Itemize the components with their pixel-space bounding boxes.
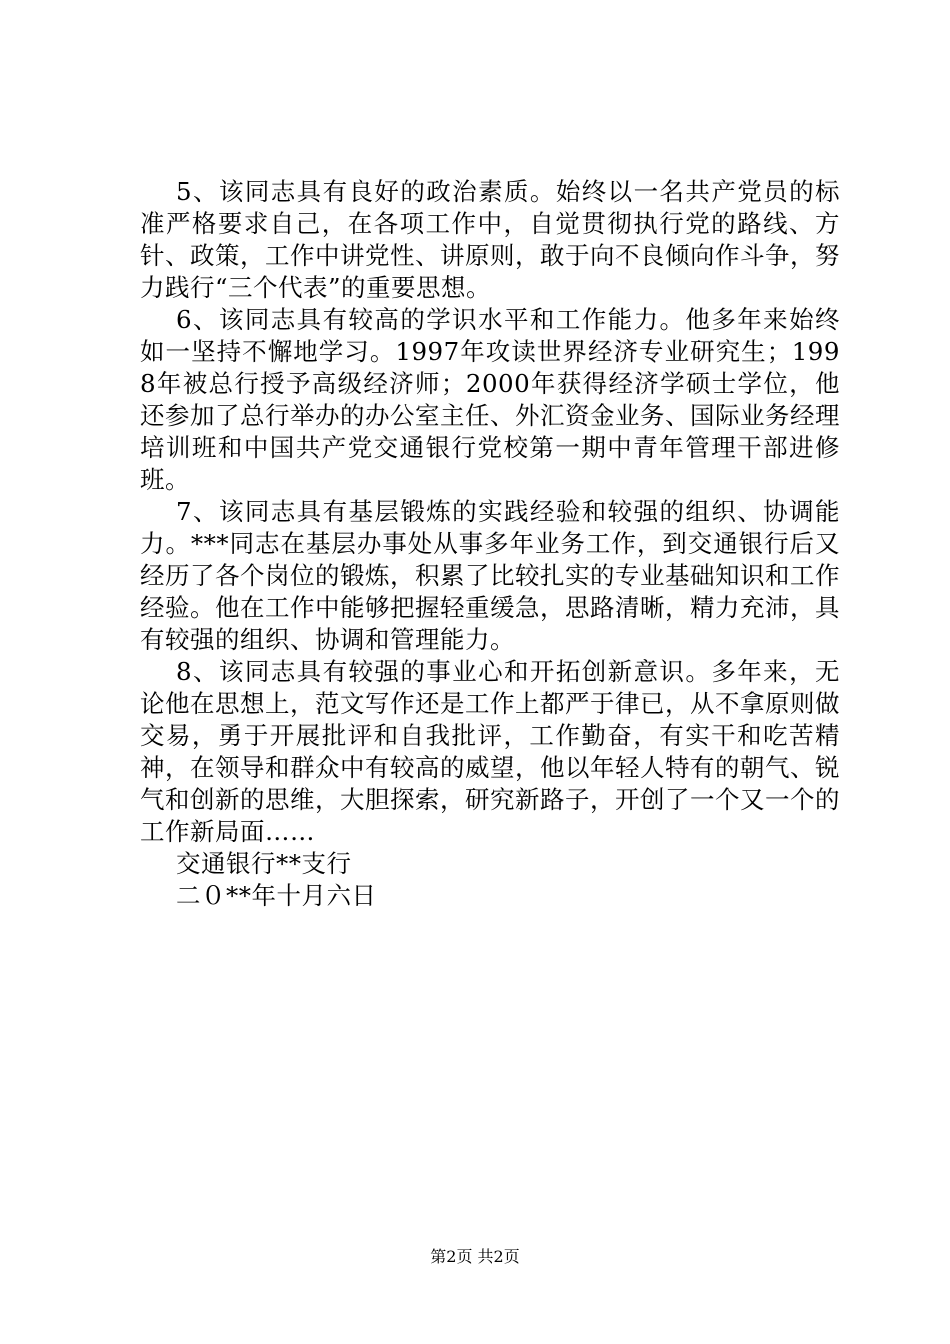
signature-organization: 交通银行**支行 — [176, 849, 352, 878]
signature-date: 二０**年十月六日 — [176, 881, 377, 910]
page-number-footer: 第2页 共2页 — [430, 1247, 520, 1266]
paragraph-8: 8、该同志具有较强的事业心和开拓创新意识。多年来，无论他在思想上，范文写作还是工作上都严于律已，从不拿原则做交易，勇于开展批评和自我批评，工作勤奋，有实干和吃苦精神，在领导和群众中有较高的威望，他以年轻人特有的朝气、锐气和创新的思维，大胆探索，研究新路子，开创了一个又一个的工作新局面…… — [140, 657, 840, 846]
paragraph-5: 5、该同志具有良好的政治素质。始终以一名共产党员的标准严格要求自己，在各项工作中，自觉贯彻执行党的路线、方针、政策，工作中讲党性、讲原则，敢于向不良倾向作斗争，努力践行“三个代表”的重要思想。 — [140, 177, 840, 302]
document-body — [140, 176, 840, 912]
paragraph-7: 7、该同志具有基层锻炼的实践经验和较强的组织、协调能力。***同志在基层办事处从事多年业务工作，到交通银行后又经历了各个岗位的锻炼，积累了比较扎实的专业基础知识和工作经验。他在工作中能够把握轻重缓急，思路清晰，精力充沛，具有较强的组织、协调和管理能力。 — [140, 497, 840, 654]
paragraph-6: 6、该同志具有较高的学识水平和工作能力。他多年来始终如一坚持不懈地学习。1997年攻读世界经济专业研究生；1998年被总行授予高级经济师；2000年获得经济学硕士学位，他还参加了总行举办的办公室主任、外汇资金业务、国际业务经理培训班和中国共产党交通银行党校第一期中青年管理干部进修班。 — [140, 305, 840, 494]
